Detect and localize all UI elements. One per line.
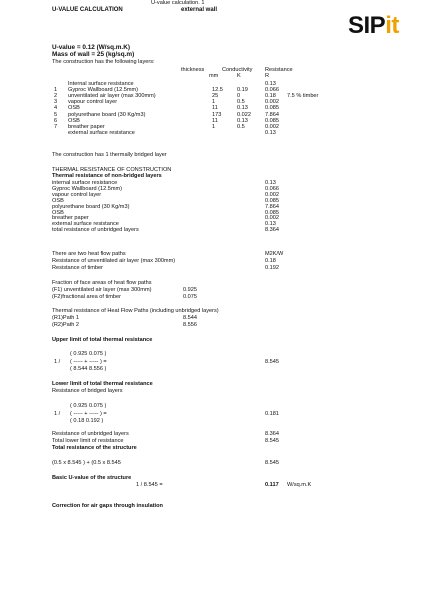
layer-conductivity: 0.19 [237,87,248,94]
resistance-row-label: internal surface resistance [52,180,118,186]
lower-limit-heading: Lower limit of total thermal resistance [52,381,153,387]
resistance-row-value: 0.002 [265,191,279,198]
total-resistance-value: 8.545 [265,460,279,466]
basic-u-value-heading: Basic U-value of the structure [52,475,132,481]
resistance-row-value: 8.364 [265,227,279,234]
layer-conductivity: 0.5 [237,99,245,106]
resistance-row-label: breather paper [52,215,89,222]
resistance-row-value: 0.002 [265,215,279,222]
layer-thickness: 12.5 [212,87,223,94]
upper-limit-heading: Upper limit of total thermal resistance [52,337,153,343]
layer-name: unventilated air layer (max 300mm) [68,93,156,100]
resistance-row-label: total resistance of unbridged layers [52,227,139,234]
fraction-f2-value: 0.075 [183,294,197,300]
layer-resistance: 7.864 [265,111,279,118]
resistance-row-value: 0.066 [265,185,279,192]
layer-conductivity: 0 [237,93,241,100]
layer-resistance: 0.13 [265,129,276,136]
layer-conductivity: 0.13 [237,117,248,124]
layer-thickness: 11 [212,105,218,112]
timber-resistance-value: 0.192 [265,265,279,271]
heat-flow-unit: M2K/W [265,251,284,257]
basic-u-value-formula: 1 / 8.545 = [136,482,163,488]
layer-thickness: 1 [212,99,216,106]
construction-type: external wall [181,7,218,13]
col-thickness-unit: mm [209,73,219,79]
non-bridged-heading: Thermal resistance of non-bridged layers [52,173,162,179]
lower-total-value: 8.545 [265,438,279,444]
fraction-heading: Fraction of face areas of heat flow paths [52,280,152,286]
resistance-row-value: 0.085 [265,197,279,204]
layer-resistance: 0.002 [265,99,279,106]
mass-summary: Mass of wall = 25 (kg/sq.m) [52,51,135,58]
sipit-logo [348,14,399,38]
layer-number: 6 [54,117,58,124]
layer-conductivity: 0.13 [237,105,248,112]
layer-number: 3 [54,99,58,106]
col-thickness: thickness [181,67,205,73]
col-resistance: Resistance [265,67,293,73]
layer-name: external surface resistance [68,129,135,136]
u-value-summary: U-value = 0.12 (W/sq.m.K) [52,44,130,51]
fraction-f1-value: 0.925 [183,287,197,293]
bridged-note: The construction has 1 thermally bridged layer [52,152,167,158]
layer-name: polyurethane board (30 Kg/m3) [68,111,146,118]
lower-formula-bottom: ( 0.18 0.192 ) [70,418,104,424]
paths-heading: Thermal resistance of Heat Flow Paths (including unbridged layers) [52,308,219,314]
upper-limit-result: 8.545 [265,359,279,365]
total-resistance-formula: (0.5 x 8.545 ) + (0.5 x 8.545 [52,460,121,466]
layer-resistance: 0.085 [265,105,279,112]
page-small-title: U-value calculation. 1 [151,0,205,6]
resistance-row-value: 0.13 [265,221,276,228]
upper-formula-mid: ( ----- + ----- ) = [70,359,107,365]
resistance-row-value: 0.13 [265,180,276,186]
upper-formula-bottom: ( 8.544 8.556 ) [70,366,107,372]
resistance-row-label: polyurethane board (30 Kg/m3) [52,203,130,210]
resistance-row-label: OSB [52,197,64,204]
layer-thickness: 11 [212,117,218,124]
layer-thickness: 1 [212,123,216,130]
col-conductivity: Conductivity [222,67,253,73]
lower-formula-mid: ( ----- + ----- ) = [70,411,107,417]
path2-value: 8.556 [183,322,197,328]
layer-resistance: 0.085 [265,117,279,124]
resistance-row-value: 0.085 [265,209,279,216]
lower-limit-result: 0.181 [265,411,279,417]
path1-label: (R1)Path 1 [52,315,80,321]
resistance-row-label: Gyproc Wallboard (12.5mm) [52,185,123,192]
layer-name: Gyproc Wallboard (12.5mm) [68,87,139,94]
layer-name: vapour control layer [68,99,118,106]
thermal-resistance-heading: THERMAL RESISTANCE OF CONSTRUCTION [52,167,172,173]
resistance-row-label: OSB [52,209,64,216]
layer-name: Internal surface resistance [68,81,134,87]
layer-resistance: 0.066 [265,87,279,94]
layer-number: 7 [54,123,58,130]
air-gap-correction-heading: Correction for air gaps through insulation [52,503,163,509]
document-title: U-VALUE CALCULATION [52,7,123,13]
layer-name: OSB [68,105,80,112]
heat-flow-paths: There are two heat flow paths [52,251,126,257]
upper-formula-prefix: 1 / [54,359,61,365]
total-resistance-heading: Total resistance of the structure [52,445,137,451]
layer-conductivity: 0.5 [237,123,245,130]
bridged-resistance-heading: Resistance of bridged layers [52,388,123,394]
col-conductivity-unit: K [237,73,241,79]
unbridged-total-label: Resistance of unbridged layers [52,431,129,437]
logo-accent: it [385,12,399,39]
path1-value: 8.544 [183,315,197,321]
air-layer-resistance-value: 0.18 [265,258,276,264]
resistance-row-value: 7.864 [265,203,279,210]
layer-note: 7.5 % timber [287,93,319,100]
lower-total-label: Total lower limit of resistance [52,438,124,444]
fraction-f2-label: (F2)fractional area of timber [52,294,122,300]
upper-formula-top: ( 0.925 0.075 ) [70,351,107,357]
resistance-row-label: external surface resistance [52,221,119,228]
layer-name: OSB [68,117,80,124]
layer-conductivity: 0.022 [237,111,251,118]
layer-number: 4 [54,105,58,112]
lower-formula-top: ( 0.925 0.075 ) [70,403,107,409]
layer-number: 2 [54,93,58,100]
layer-resistance: 0.13 [265,81,276,87]
layer-number: 5 [54,111,58,118]
layer-thickness: 173 [212,111,222,118]
layer-resistance: 0.002 [265,123,279,130]
basic-u-value-unit: W/sq.m.K [287,482,312,488]
layer-number: 1 [54,87,58,94]
air-layer-resistance-label: Resistance of unventilated air layer (max 300mm) [52,258,176,264]
layer-resistance: 0.18 [265,93,276,100]
layers-intro: The construction has the following layers: [52,59,155,65]
timber-resistance-label: Resistance of timber [52,265,103,271]
path2-label: (R2)Path 2 [52,322,80,328]
layer-name: breather paper [68,123,105,130]
unbridged-total-value: 8.364 [265,431,279,437]
lower-formula-prefix: 1 / [54,411,61,417]
layer-thickness: 25 [212,93,219,100]
col-resistance-unit: R [265,73,270,79]
resistance-row-label: vapour control layer [52,191,102,198]
logo-main: SIP [348,12,386,39]
fraction-f1-label: (F1) unventilated air layer (max 300mm) [52,287,152,293]
basic-u-value-result: 0.117 [265,482,279,488]
